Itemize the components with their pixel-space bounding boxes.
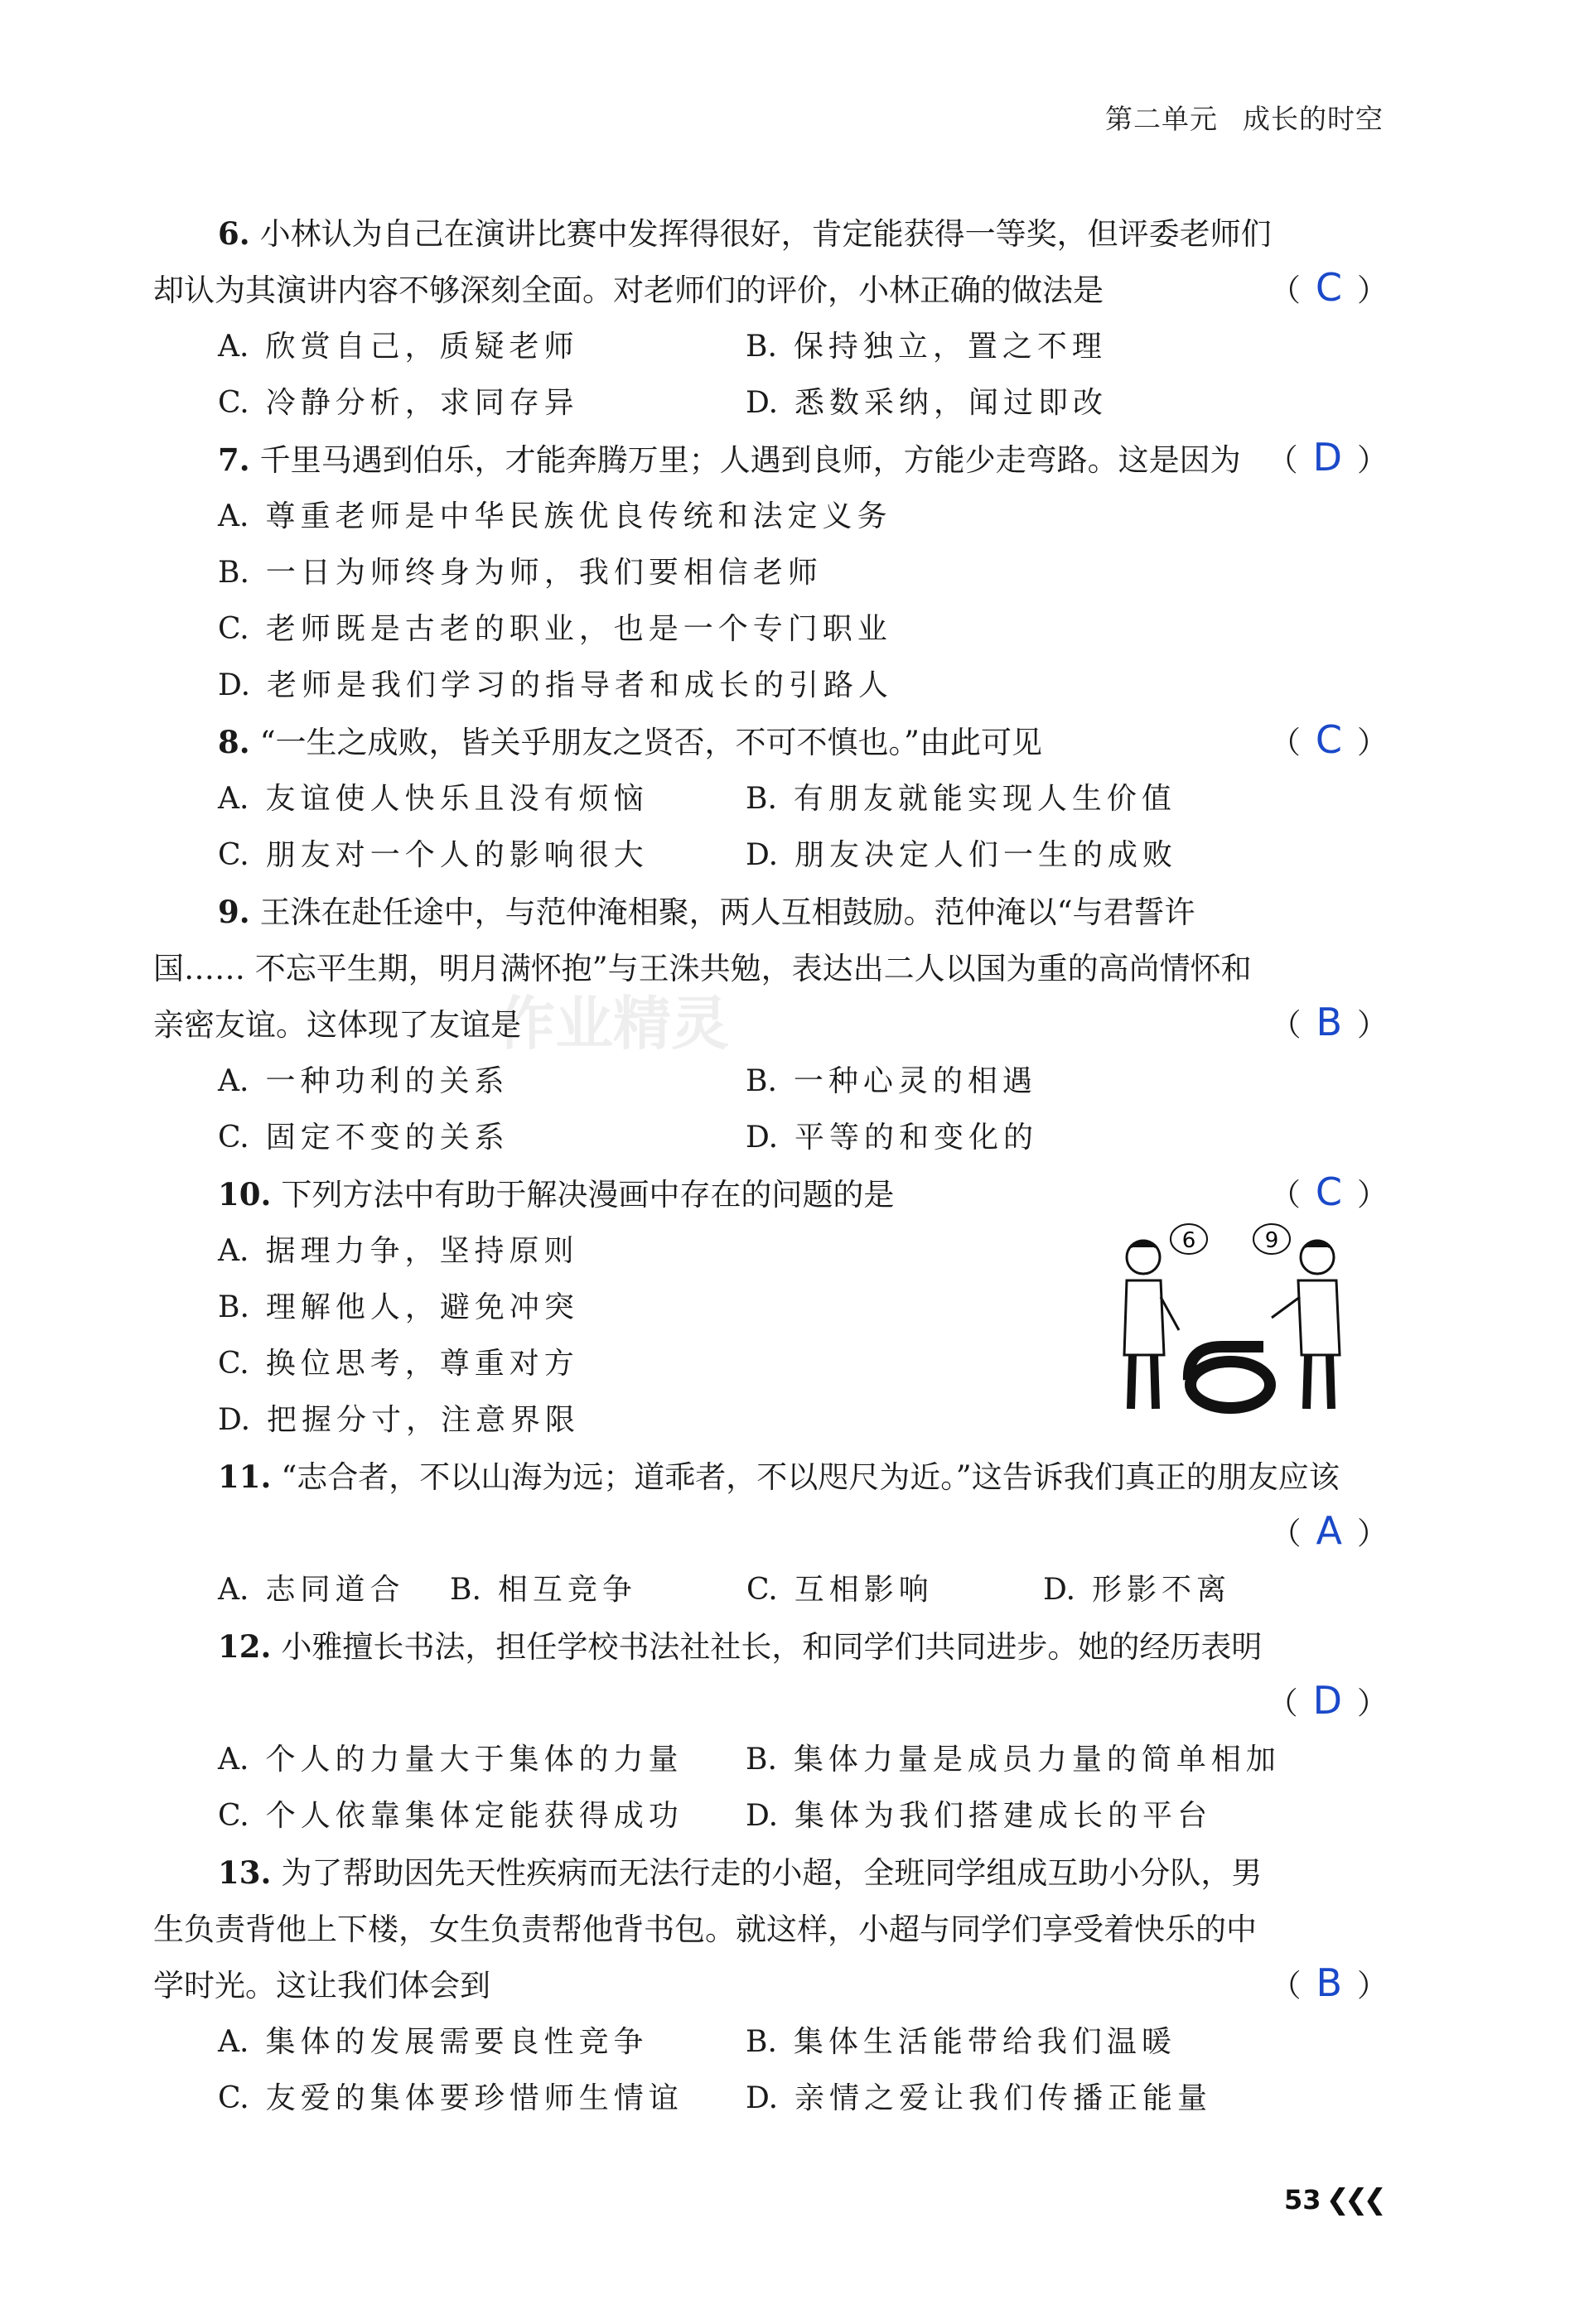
question-9	[153, 884, 1388, 1054]
options	[153, 489, 1388, 714]
question-stem: 7. 千里马遇到伯乐，才能奔腾万里；人遇到良师，方能少走弯路。这是因为	[218, 441, 1241, 478]
answer-bracket: （ B ）	[1270, 1960, 1388, 2005]
option-d: D. 亲情之爱让我们传播正能量	[746, 2081, 1213, 2115]
page-number: 53 ❮❮❮	[1284, 2183, 1382, 2216]
answer-bracket: （ C ）	[1269, 717, 1388, 762]
option-a: A. 一种功利的关系	[218, 1064, 510, 1098]
options	[153, 771, 1388, 884]
option-c: C. 换位思考，尊重对方	[218, 1347, 579, 1381]
page-header	[1105, 98, 1384, 137]
right-bubble-text: 9	[1264, 1228, 1279, 1253]
question-stem: 6. 小林认为自己在演讲比赛中发挥得很好，肯定能获得一等奖，但评委老师们却认为其演讲内容不够深刻全面。对老师们的评价，小林正确的做法是	[153, 215, 1272, 308]
option-b: B. 相互竞争	[450, 1573, 637, 1607]
option-d: D. 悉数采纳，闻过即改	[746, 386, 1108, 420]
answer-letter: B	[1316, 1000, 1342, 1044]
option-c: C. 友爱的集体要珍惜师生情谊	[218, 2081, 683, 2115]
option-c: C. 冷静分析，求同存异	[218, 386, 579, 420]
option-a: A. 尊重老师是中华民族优良传统和法定义务	[218, 499, 892, 533]
option-c: C. 固定不变的关系	[218, 1121, 510, 1155]
options	[153, 1562, 1388, 1618]
question-7	[153, 432, 1388, 489]
question-stem: 8. “一生之成败，皆关乎朋友之贤否，不可不慎也。”由此可见	[218, 724, 1042, 760]
option-c: C. 老师既是古老的职业，也是一个专门职业	[218, 612, 892, 646]
floor-number-drawing	[1189, 1347, 1270, 1408]
answer-letter: C	[1315, 717, 1342, 762]
answer-bracket: （ C ）	[1269, 1169, 1388, 1214]
options	[153, 2014, 1388, 2127]
chevrons-left-icon: ❮❮❮	[1326, 2183, 1382, 2216]
right-speech-bubble	[1253, 1224, 1290, 1254]
option-a: A. 据理力争，坚持原则	[218, 1234, 579, 1268]
question-stem: 10. 下列方法中有助于解决漫画中存在的问题的是	[218, 1176, 895, 1213]
option-a: A. 友谊使人快乐且没有烦恼	[218, 782, 649, 816]
answer-bracket: （ A ）	[1270, 1508, 1388, 1553]
question-list	[153, 205, 1388, 2127]
unit-label: 第二单元	[1105, 103, 1218, 135]
question-11	[153, 1449, 1388, 1506]
answer-letter: D	[1312, 435, 1342, 480]
option-a: A. 志同道合	[218, 1573, 405, 1607]
option-d: D. 平等的和变化的	[746, 1121, 1039, 1155]
option-d: D. 朋友决定人们一生的成败	[746, 838, 1178, 872]
unit-title: 成长的时空	[1243, 103, 1384, 135]
answer-bracket: （ C ）	[1269, 265, 1388, 310]
question-8	[153, 714, 1388, 771]
option-b: B. 一种心灵的相遇	[746, 1064, 1037, 1098]
options	[153, 1732, 1388, 1844]
option-b: B. 保持独立，置之不理	[746, 330, 1107, 364]
question-10	[153, 1166, 1388, 1223]
option-b: B. 集体生活能带给我们温暖	[746, 2025, 1176, 2059]
left-bubble-text: 6	[1181, 1228, 1196, 1253]
left-person-figure	[1124, 1241, 1179, 1409]
option-c: C. 互相影响	[746, 1573, 934, 1607]
answer-line	[153, 1506, 1388, 1562]
question-stem: 12. 小雅擅长书法，担任学校书法社社长，和同学们共同进步。她的经历表明	[218, 1628, 1263, 1665]
answer-letter: B	[1316, 1960, 1342, 2005]
option-a: A. 欣赏自己，质疑老师	[218, 330, 579, 364]
answer-letter: C	[1315, 265, 1342, 310]
question-6	[153, 205, 1388, 319]
option-d: D. 形影不离	[1043, 1573, 1232, 1607]
option-b: B. 理解他人，避免冲突	[218, 1290, 579, 1324]
option-a: A. 个人的力量大于集体的力量	[218, 1743, 683, 1777]
option-a: A. 集体的发展需要良性竞争	[218, 2025, 649, 2059]
options	[153, 1054, 1388, 1166]
option-d: D. 集体为我们搭建成长的平台	[746, 1799, 1213, 1833]
option-b: B. 一日为师终身为师，我们要相信老师	[218, 556, 823, 590]
question-stem: 13. 为了帮助因先天性疾病而无法行走的小超，全班同学组成互助小分队，男生负责背他上下楼，女生负责帮他背书包。就这样，小超与同学们享受着快乐的中学时光。这让我们体会到	[153, 1854, 1263, 2003]
option-d: D. 老师是我们学习的指导者和成长的引路人	[218, 668, 894, 702]
option-c: C. 朋友对一个人的影响很大	[218, 838, 649, 872]
option-b: B. 有朋友就能实现人生价值	[746, 782, 1176, 816]
option-d: D. 把握分寸，注意界限	[218, 1403, 581, 1437]
question-stem: 9. 王洙在赴任途中，与范仲淹相聚，两人互相鼓励。范仲淹以“与君誓许国…… 不忘平生期，明月满怀抱”与王洙共勉，表达出二人以国为重的高尚情怀和亲密友谊。这体现了友谊是	[153, 894, 1252, 1043]
answer-letter: A	[1316, 1508, 1342, 1553]
question-12	[153, 1618, 1388, 1675]
answer-letter: C	[1315, 1169, 1342, 1214]
answer-bracket: （ D ）	[1267, 1678, 1388, 1723]
answer-bracket: （ B ）	[1270, 1000, 1388, 1044]
options	[153, 319, 1388, 432]
option-c: C. 个人依靠集体定能获得成功	[218, 1799, 683, 1833]
option-b: B. 集体力量是成员力量的简单相加	[746, 1743, 1281, 1777]
answer-line	[153, 1675, 1388, 1732]
question-stem: 11. “志合者，不以山海为远；道乖者，不以咫尺为近。”这告诉我们真正的朋友应该	[218, 1459, 1340, 1495]
right-person-figure	[1272, 1241, 1340, 1409]
answer-letter: D	[1312, 1678, 1342, 1723]
cartoon-six-nine	[1106, 1222, 1355, 1421]
answer-bracket: （ D ）	[1267, 435, 1388, 480]
question-13	[153, 1844, 1388, 2014]
watermark: 作业精灵	[497, 990, 729, 1058]
left-speech-bubble	[1171, 1224, 1207, 1254]
